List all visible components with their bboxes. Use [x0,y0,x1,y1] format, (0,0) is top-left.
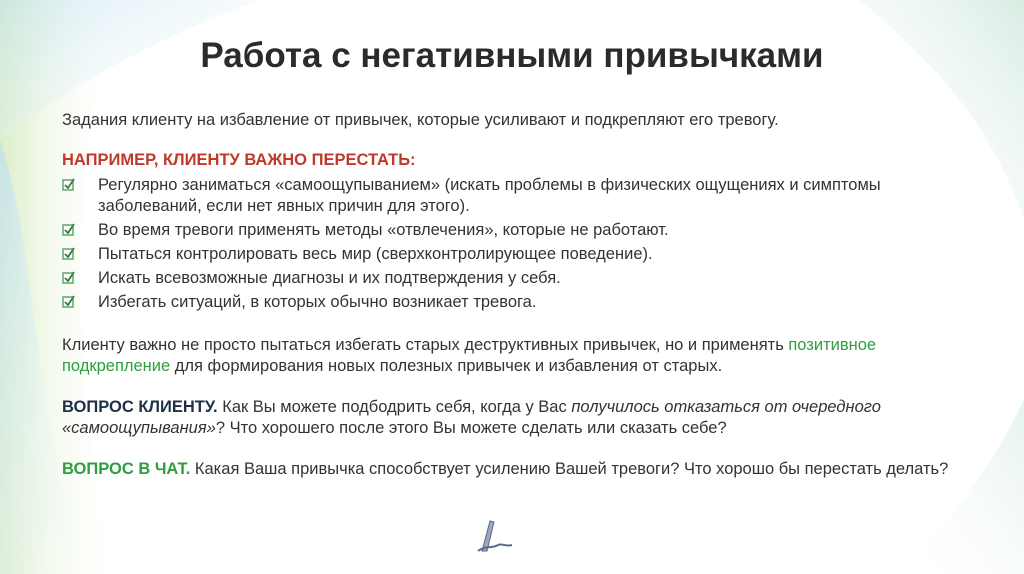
list-item-text: Во время тревоги применять методы «отвлечения», которые не работают. [98,221,669,239]
client-question-italic: получилось отказаться от очередного «самоощупывания» [62,398,881,437]
list-item-text: Искать всевозможные диагнозы и их подтверждения у себя. [98,269,561,287]
list-item [62,292,972,313]
list-item [62,175,972,217]
list-item [62,268,972,289]
habit-list [62,175,972,313]
paragraph-text-after: для формирования новых полезных привычек и избавления от старых. [170,357,723,375]
list-item-text: Пытаться контролировать весь мир (сверхконтролирующее поведение). [98,245,653,263]
checkbox-icon [62,271,76,285]
reinforcement-paragraph [62,335,972,377]
list-item [62,220,972,241]
chat-question-text: Какая Ваша привычка способствует усилению Вашей тревоги? Что хорошо бы перестать делать? [190,460,949,478]
chat-question [62,459,972,480]
chat-question-label: ВОПРОС В ЧАТ. [62,460,191,478]
client-question-label: ВОПРОС КЛИЕНТУ. [62,398,218,416]
client-question-text-before: Как Вы можете подбодрить себя, когда у Вас [217,398,572,416]
pen-logo-icon [472,515,516,555]
positive-reinforcement-highlight: позитивное подкрепление [62,336,877,375]
list-item-text: Избегать ситуаций, в которых обычно возникает тревога. [98,293,537,311]
client-question [62,397,972,439]
checkbox-icon [62,223,76,237]
checkbox-icon [62,178,76,192]
paragraph-text-before: Клиенту важно не просто пытаться избегать старых деструктивных привычек, но и применять [62,336,789,354]
list-item-text: Регулярно заниматься «самоощупыванием» (искать проблемы в физических ощущениях и симптомы заболеваний, если нет явных причин для этого). [98,176,881,215]
content-body [62,110,972,480]
page-title: Работа с негативными привычками [200,36,824,75]
intro-text: Задания клиенту на избавление от привычек, которые усиливают и подкрепляют его тревогу. [62,111,779,129]
section-heading: НАПРИМЕР, КЛИЕНТУ ВАЖНО ПЕРЕСТАТЬ: [62,151,416,169]
checkbox-icon [62,247,76,261]
checkbox-icon [62,295,76,309]
client-question-text-after: ? Что хорошего после этого Вы можете сделать или сказать себе? [215,419,727,437]
list-item [62,244,972,265]
